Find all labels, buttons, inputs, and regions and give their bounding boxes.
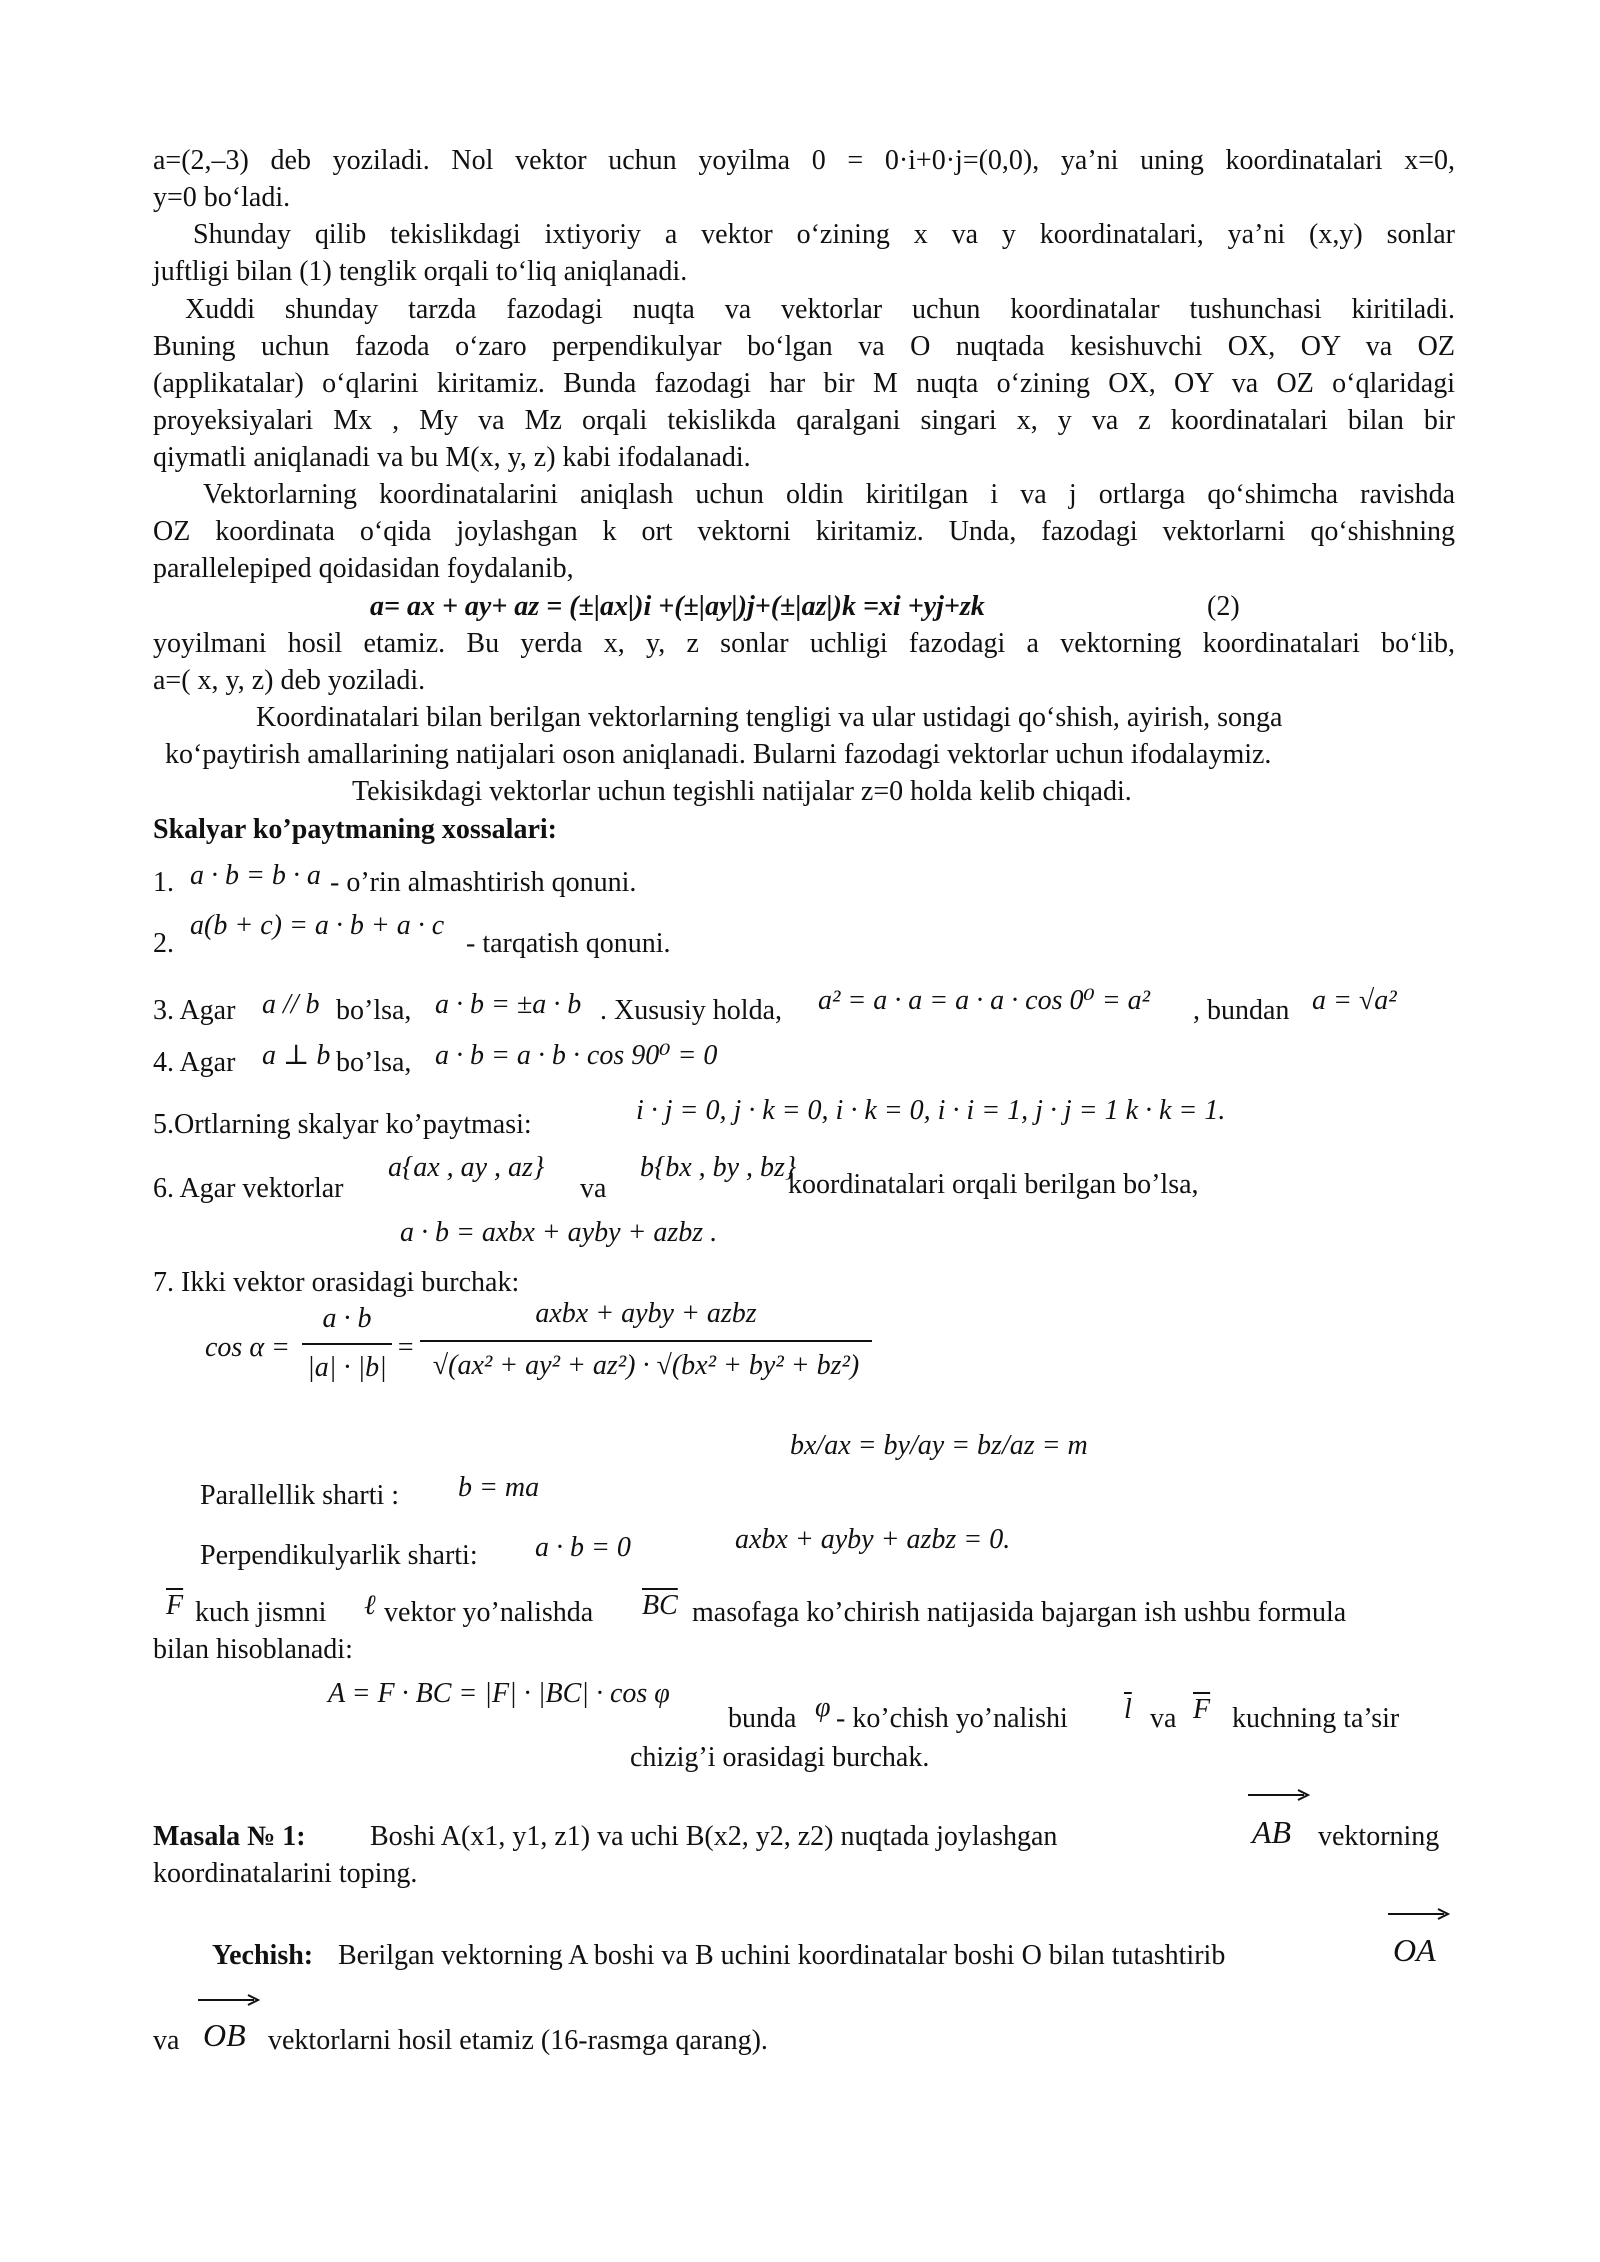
- problem-text-2: vektorning: [1318, 1821, 1440, 1852]
- property-3-formula-a: a // b: [262, 989, 320, 1020]
- paragraph-1-line-2: y=0 bo‘ladi.: [153, 182, 291, 213]
- solution-text-2: vektorlarni hosil etamiz (16-rasmga qarang).: [268, 2025, 768, 2056]
- l-symbol: $\overline{l}$: [1124, 1694, 1132, 1725]
- solution-text: Berilgan vektorning A boshi va B uchini koordinatalar boshi O bilan tutashtirib: [338, 1940, 1226, 1971]
- property-1-number: 1.: [153, 867, 174, 898]
- ell-symbol: ℓ: [364, 1590, 376, 1621]
- cos-mid-numerator: a · b: [322, 1303, 372, 1334]
- property-3-formula-d: a = √a²: [1312, 985, 1397, 1016]
- vector-ob: OB: [203, 2017, 246, 2053]
- cos-fraction-bar: [420, 1340, 872, 1342]
- section-heading: Skalyar ko’paytmaning xossalari:: [153, 814, 557, 845]
- vector-ob-arrow: [196, 1993, 262, 2007]
- bc-symbol: $\overline{BC}$: [642, 1590, 678, 1621]
- paragraph-1-line-1: a=(2,–3) deb yoziladi. Nol vektor uchun yoyilma 0 = 0·i+0·j=(0,0), ya’ni uning koordinatalari x=0,: [153, 145, 1455, 176]
- solution-label: Yechish:: [212, 1940, 314, 1971]
- work-line-3: chizig’i orasidagi burchak.: [630, 1742, 930, 1773]
- property-5-formula: i · j = 0, j · k = 0, i · k = 0, i · i = 1, j · j = 1 k · k = 1.: [636, 1095, 1226, 1126]
- parallel-label: Parallellik sharti :: [200, 1480, 400, 1511]
- work-line-2: bilan hisoblanadi:: [153, 1634, 353, 1665]
- property-6-formula-a: a{ax , ay , az}: [388, 1152, 545, 1183]
- property-2-text: - tarqatish qonuni.: [466, 928, 671, 959]
- cos-denominator: √(ax² + ay² + az²) · √(bx² + by² + bz²): [432, 1350, 860, 1381]
- property-2-formula: a(b + c) = a · b + a · c: [190, 910, 445, 941]
- paragraph-3-line-1: Xuddi shunday tarzda fazodagi nuqta va vektorlar uchun koordinatalar tushunchasi kiritiladi.: [185, 294, 1455, 325]
- work-text-7: kuchning ta’sir: [1232, 1703, 1400, 1734]
- problem-line-2: koordinatalarini toping.: [153, 1858, 418, 1889]
- parallel-ratio: bx/ax = by/ay = bz/az = m: [790, 1430, 1088, 1461]
- paragraph-4-line-4: yoyilmani hosil etamiz. Bu yerda x, y, z sonlar uchligi fazodagi a vektorning koordinatalari bo‘lib,: [153, 628, 1455, 659]
- paragraph-4-line-3: parallelepiped qoidasidan foydalanib,: [153, 553, 574, 584]
- work-text-4: bunda: [728, 1703, 797, 1734]
- problem-label: Masala № 1:: [153, 1821, 306, 1852]
- parallel-formula: b = ma: [458, 1472, 540, 1503]
- property-6-formula-c: a · b = axbx + ayby + azbz .: [400, 1217, 718, 1248]
- cos-numerator: axbx + ayby + azbz: [535, 1298, 757, 1329]
- work-formula: A = F · BC = |F| · |BC| · cos φ: [328, 1678, 670, 1709]
- paragraph-5-line-2: ko‘paytirish amallarining natijalari oson aniqlanadi. Bularni fazodagi vektorlar uchun ifodalaymiz.: [165, 739, 1272, 770]
- perpendicular-coordinates: axbx + ayby + azbz = 0.: [735, 1524, 1011, 1555]
- work-text-1: kuch jismni: [195, 1597, 327, 1628]
- cos-mid-denominator: |a| · |b|: [307, 1352, 387, 1383]
- force-symbol-2: $\overline{F}$: [1193, 1694, 1211, 1725]
- paragraph-4-line-1: Vektorlarning koordinatalarini aniqlash uchun oldin kiritilgan i va j ortlarga qo‘shimcha ravishda: [203, 479, 1455, 510]
- force-symbol: $\overline{F}$: [166, 1590, 184, 1621]
- property-1-text: - o’rin almashtirish qonuni.: [330, 867, 637, 898]
- paragraph-3-line-5: qiymatli aniqlanadi va bu M(x, y, z) kabi ifodalanadi.: [153, 442, 751, 473]
- work-text-2: vektor yo’nalishda: [384, 1597, 594, 1628]
- paragraph-5-line-1: Koordinatalari bilan berilgan vektorlarning tengligi va ular ustidagi qo‘shish, ayirish, songa: [256, 702, 1283, 733]
- property-6-text-a: 6. Agar vektorlar: [153, 1173, 344, 1204]
- paragraph-2-line-2: juftligi bilan (1) tenglik orqali to‘liq aniqlanadi.: [153, 256, 688, 287]
- work-text-5: - ko’chish yo’nalishi: [836, 1703, 1068, 1734]
- paragraph-3-line-2: Buning uchun fazoda o‘zaro perpendikulyar bo‘lgan va O nuqtada kesishuvchi OX, OY va OZ: [153, 331, 1455, 362]
- paragraph-4-line-5: a=( x, y, z) deb yoziladi.: [153, 665, 426, 696]
- paragraph-5-line-3: Tekisikdagi vektorlar uchun tegishli natijalar z=0 holda kelib chiqadi.: [352, 776, 1132, 807]
- paragraph-3-line-3: (applikatalar) o‘qlarini kiritamiz. Bunda fazodagi har bir M nuqta o‘zining OX, OY va OZ o‘qlaridagi: [153, 368, 1455, 399]
- property-1-formula: a · b = b · a: [190, 860, 321, 891]
- property-2-number: 2.: [153, 928, 174, 959]
- property-4-formula-a: a ⊥ b: [262, 1040, 331, 1071]
- property-6-text-c: koordinatalari orqali berilgan bo’lsa,: [788, 1169, 1199, 1200]
- vector-oa: OA: [1393, 1932, 1436, 1968]
- property-4-text-a: 4. Agar: [153, 1047, 236, 1078]
- phi-symbol: φ: [815, 1692, 831, 1723]
- cos-mid-fraction-bar: [302, 1343, 392, 1345]
- paragraph-3-line-4: proyeksiyalari Mx , My va Mz orqali tekislikda qaralgani singari x, y va z koordinatalari bilan bir: [153, 405, 1455, 436]
- property-4-text-b: bo’lsa,: [336, 1047, 412, 1078]
- cos-equals: =: [396, 1332, 415, 1363]
- property-3-text-d: , bundan: [1193, 995, 1290, 1026]
- paragraph-2-line-1: Shunday qilib tekislikdagi ixtiyoriy a vektor o‘zining x va y koordinatalari, ya’ni (x,y) sonlar: [193, 219, 1455, 250]
- paragraph-4-line-2: OZ koordinata o‘qida joylashgan k ort vektorni kiritamiz. Unda, fazodagi vektorlarni qo‘shishning: [153, 516, 1455, 547]
- property-7-text: 7. Ikki vektor orasidagi burchak:: [153, 1267, 520, 1298]
- work-text-3: masofaga ko’chirish natijasida bajargan ish ushbu formula: [692, 1597, 1347, 1628]
- property-4-formula-b: a · b = a · b · cos 90⁰ = 0: [435, 1040, 718, 1071]
- vector-ab-arrow: [1246, 1788, 1312, 1802]
- vector-oa-arrow: [1386, 1907, 1452, 1921]
- property-3-formula-b: a · b = ±a · b: [435, 989, 582, 1020]
- formula-number: (2): [1207, 591, 1240, 622]
- cos-lhs: cos α =: [205, 1332, 290, 1363]
- formula-2: a= ax + ay+ az = (±|ax|)i +(±|ay|)j+(±|az|)k =xi +yj+zk: [370, 591, 985, 622]
- property-3-text-a: 3. Agar: [153, 995, 236, 1026]
- perpendicular-formula: a · b = 0: [535, 1532, 631, 1563]
- property-3-text-c: . Xususiy holda,: [600, 995, 782, 1026]
- property-5-text: 5.Ortlarning skalyar ko’paytmasi:: [153, 1109, 532, 1140]
- property-3-text-b: bo’lsa,: [336, 995, 412, 1026]
- property-6-formula-b: b{bx , by , bz}: [640, 1152, 797, 1183]
- solution-line-2-prefix: va: [153, 2025, 180, 2056]
- perpendicular-label: Perpendikulyarlik sharti:: [200, 1540, 478, 1571]
- property-6-text-b: va: [580, 1173, 607, 1204]
- property-3-formula-c: a² = a · a = a · a · cos 0⁰ = a²: [818, 985, 1151, 1016]
- work-text-6: va: [1150, 1703, 1177, 1734]
- problem-text: Boshi A(x1, y1, z1) va uchi B(x2, y2, z2) nuqtada joylashgan: [370, 1821, 1058, 1852]
- vector-ab: AB: [1252, 1814, 1292, 1850]
